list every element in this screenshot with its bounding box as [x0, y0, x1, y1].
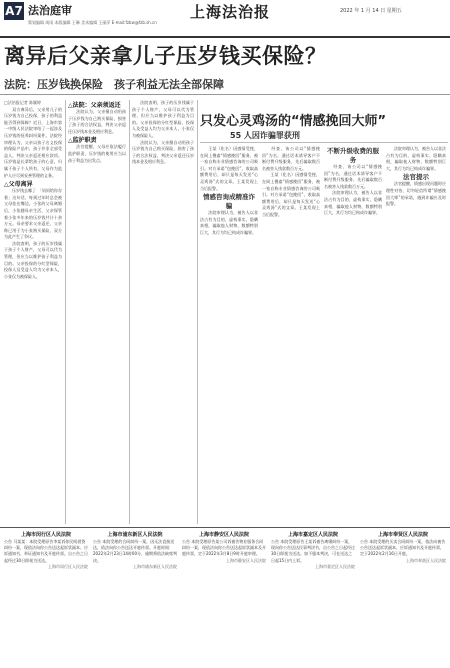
- article1-subhead-3: △监护职责: [68, 137, 97, 145]
- article1-subhead-2: △法院：父亲须返还: [68, 102, 121, 109]
- article2-paragraph-3-cont: 法院审理认为，被告人以非法占有为目的，虚构事实、隐瞒真相，骗取他人财物，数额特别巨大，其行为均已构成诈骗罪。: [324, 190, 382, 216]
- notice-court-name: 上海市浦东新区人民法院: [107, 532, 163, 538]
- article2-subhead-2: 情感咨询成精准诈骗: [203, 193, 255, 211]
- article1-paragraph-1: 压岁钱去哪了 「妈妈给你存着」这句话，每到过年时总会被父母挂在嘴边。小张的父母离婚后，小张随母亲生活，父亲保管着小张多年来的压岁钱共计十余万元。母亲要求父亲返还，父亲称已用于为小张购买保险，双方为此产生了争议。: [4, 188, 62, 240]
- article1-intro: 双方离异后，父亲用儿子的压岁钱为自己投保，孩子的利益能否得到保障？近日，上海市第一中级人民法院审结了一起涉及压岁钱的抚养纠纷案件。法院经审理认为，父亲以孩子名义投保的保险产品中，孩子并非全部受益人，判决父亲返还相应款项。压岁钱是长辈给孩子的心意，归属于孩子个人所有，父母作为监护人应尽到妥善管理的义务。: [4, 106, 62, 178]
- article1-paragraph-2-cont: 法院查明，孩子的压岁钱属于孩子个人财产，父母可以代为管理，但应当以维护孩子利益为目的。父亲投保的分红型保险，投保人及受益人均为父亲本人，小张仅为被保险人。: [132, 100, 194, 138]
- notice-court-name: 上海市嘉定区人民法院: [287, 532, 338, 538]
- article2-paragraph-1: 王某（化名）因感情受挫，在网上搜索“情感挽回”服务，被一家自称专业情感咨询的公司吸引。对方承诺“包挽回”，收取高额费用后，却只是每天发送“心灵鸡汤”式的文章。王某发现上当后报警。: [200, 146, 258, 191]
- article1-byline: □法治报记者 陈颖婷: [4, 100, 42, 105]
- article1-paragraph-4: 法官提醒，父母应依法履行监护职责，压岁钱的使用应当以孩子利益为出发点。: [68, 144, 126, 163]
- article1-paragraph-2: 法院查明，孩子的压岁钱属于孩子个人财产，父母可以代为管理，但应当以维护孩子利益为目的。父亲投保的分红型保险，投保人及受益人均为父亲本人，小张仅为被保险人。: [4, 240, 62, 279]
- article2-paragraph-1-cont: 王某（化名）因感情受挫，在网上搜索“情感挽回”服务，被一家自称专业情感咨询的公司吸引。对方承诺“包挽回”，收取高额费用后，却只是每天发送“心灵鸡汤”式的文章。王某发现上当后报警。: [262, 172, 320, 217]
- article2-paragraph-3: 法院审理认为，被告人以非法占有为目的，虚构事实、隐瞒真相，骗取他人财物，数额特别巨大，其行为均已构成诈骗罪。: [200, 210, 258, 235]
- column-separator: [129, 100, 130, 524]
- section-title: 法治庭审: [28, 4, 72, 17]
- article2-paragraph-2-cont: 经查，该公司以“情感挽回”为名，通过话术诱导客户不断付费升级服务，先后骗取数百名被害人钱款数百万元。: [324, 164, 382, 189]
- notices-divider: [0, 527, 450, 528]
- main-headline: 离异后父亲拿儿子压岁钱买保险？: [4, 44, 327, 68]
- article1-paragraph-3: 法院认为，父亲擅自动用孩子压岁钱为自己购买保险，损害了孩子的合法权益，判决父亲返还压岁钱本金及相应利息。: [68, 109, 126, 134]
- notice-signature: 上海市奉贤区人民法院: [406, 557, 446, 563]
- article1-paragraph-3-cont: 法院认为，父亲擅自动用孩子压岁钱为自己购买保险，损害了孩子的合法权益，判决父亲返还压岁钱本金及相应利息。: [132, 139, 194, 165]
- notice-body: 公告 本院受理原告王某诉被告离婚纠纷一案，现向你公告送达民事判决书，自公告之日起经过30日即视为送达。如不服本判决，可在送达之日起15日内上诉。: [271, 539, 355, 563]
- dateline: 2022 年 1 月 14 日 星期五: [340, 8, 402, 14]
- notice-body: 公告 马某某：本院受理原告李某诉你民间借贷纠纷一案，现依法向你公告送达起诉状副本、应诉通知书、举证通知书及开庭传票。自公告之日起经过30日即视为送达。: [4, 539, 88, 563]
- notice-court-name: 上海市闵行区人民法院: [20, 532, 71, 538]
- article1-column-2: [68, 100, 126, 524]
- court-notice: [182, 531, 266, 665]
- editors-line: 策划编辑 周雨 本版编辑 王琳 美术编辑 王丽萍 E-mail:fzbw@fzb.sh.cn: [28, 20, 157, 25]
- notice-court-name: 上海市奉贤区人民法院: [377, 532, 428, 538]
- notice-signature: 上海市嘉定区人民法院: [315, 563, 355, 569]
- article1-column-3: [132, 100, 194, 524]
- headline-deck: 法院：压岁钱换保险 孩子利益无法全部保障: [4, 78, 224, 91]
- page-number-badge: A7: [5, 4, 23, 18]
- article2-paragraph-4: 法官提醒，情感出现问题时应理性对待，切勿轻信所谓“情感挽回大师”的承诺，遇到诈骗应及时报警。: [386, 181, 446, 207]
- article1-subhead-1: △父母离异: [4, 181, 33, 189]
- page-header: [0, 0, 450, 38]
- article2-subhead-3: 法官提示: [403, 173, 429, 182]
- article2-column-3: [324, 146, 382, 524]
- notice-signature: 上海市闵行区人民法院: [48, 563, 88, 569]
- court-notice: [93, 531, 177, 665]
- article2-subheadline: 55 人因诈骗罪获刑: [230, 131, 300, 140]
- article1-column-1: [4, 100, 62, 524]
- article2-column-2: [262, 146, 320, 524]
- article2-paragraph-3-tail: 法院审理认为，被告人以非法占有为目的，虚构事实、隐瞒真相，骗取他人财物，数额特别巨大，其行为均已构成诈骗罪。: [386, 146, 446, 171]
- divider: [200, 142, 448, 143]
- notice-body: 公告 本院受理的买卖合同纠纷一案，依法向被告公告送达起诉状副本、应诉通知书及开庭传票，定于2022年2月16日开庭。: [360, 539, 446, 557]
- notice-court-name: 上海市静安区人民法院: [198, 532, 249, 538]
- court-notice: [4, 531, 88, 665]
- court-notice: [271, 531, 355, 665]
- article2-paragraph-2: 经查，该公司以“情感挽回”为名，通过话术诱导客户不断付费升级服务，先后骗取数百名被害人钱款数百万元。: [262, 146, 320, 171]
- article2-column-4: [386, 146, 446, 524]
- court-notice: [360, 531, 446, 665]
- article2-column-1: [200, 146, 258, 524]
- article2-headline: 只发心灵鸡汤的“情感挽回大师”: [200, 114, 387, 129]
- notice-body: 公告 本院受理原告某公司诉被告物业服务合同纠纷一案，现依法向你公告送达起诉状副本及开庭传票，定于2022年3月8日9时开庭审理。: [182, 539, 266, 557]
- notice-body: 公告 本院受理的合同纠纷一案，因无法直接送达，依法向你公告送达开庭传票。开庭时间：2022年2月23日14时00分，逾期将依法缺席判决。: [93, 539, 177, 563]
- column-separator: [197, 100, 198, 524]
- divider: [0, 94, 450, 95]
- column-separator: [65, 100, 66, 524]
- notice-signature: 上海市浦东新区人民法院: [133, 563, 177, 569]
- article2-subhead-1: 不断升级收费的服务: [327, 147, 379, 164]
- masthead-logo: 上海法治报: [190, 3, 271, 21]
- notice-signature: 上海市静安区人民法院: [226, 557, 266, 563]
